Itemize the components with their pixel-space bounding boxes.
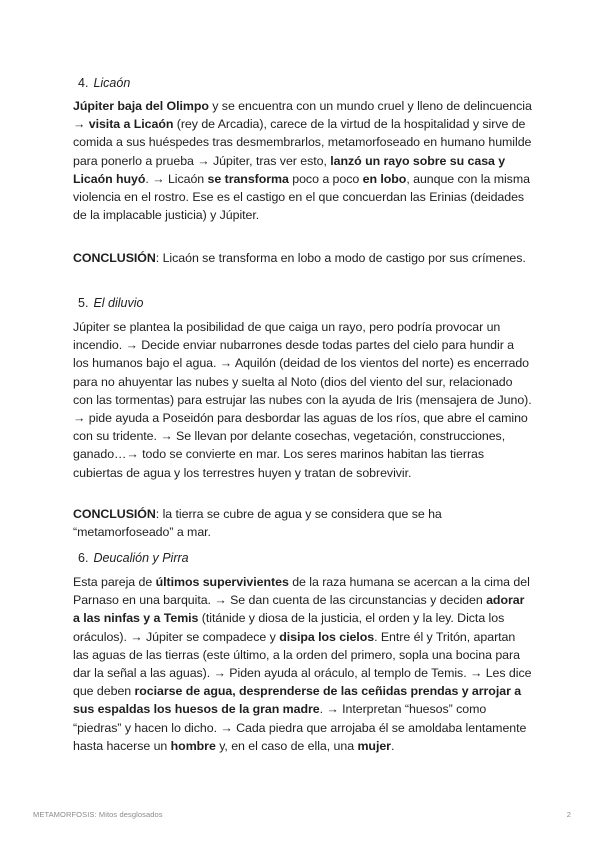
- section-title: Licaón: [93, 76, 131, 90]
- section-number: 4.: [78, 76, 89, 90]
- bold-text-run: últimos supervivientes: [155, 575, 289, 589]
- text-run: (rey de Arcadia), carece de la virtud de la hospitalidad y sirve de comida a sus huéspedes tras desmembrarlos, metamorfoseado en humano humilde para ponerlo a prueba → Júpiter, tras ver esto,: [73, 117, 532, 168]
- paragraph-deucalion-body: [73, 573, 533, 755]
- text-run: y se encuentra con un mundo cruel y lleno de delincuencia →: [73, 99, 532, 132]
- text-run: . → Licaón: [145, 171, 208, 186]
- paragraph-diluvio-conclusion: [73, 505, 533, 541]
- bold-text-run: disipa los cielos: [279, 629, 375, 644]
- text-run: , aunque con la misma violencia en el rostro. Ese es el castigo en el que concuerdan las Erinias (deidades de la implacable justicia) y Júpiter.: [73, 171, 530, 223]
- section-number: 6.: [78, 551, 89, 565]
- paragraph-licaon-body: [73, 97, 533, 224]
- text-run: : la tierra se cubre de agua y se considera que se ha “metamorfoseado” a mar.: [73, 507, 442, 540]
- section-heading-licaon: [78, 75, 130, 91]
- text-run: de la raza humana se acercan a la cima del Parnaso en una barquita. → Se dan cuenta de las circunstancias y deciden: [73, 575, 530, 608]
- footer-page-number: 2: [566, 810, 571, 819]
- paragraph-licaon-conclusion: [73, 249, 533, 267]
- text-run: Júpiter se plantea la posibilidad de que caiga un rayo, pero podría provocar un incendio. → Decide enviar nubarrones desde todas partes del cielo para hundir a los humanos bajo el agua. → Aquilón (deidad de los vientos del norte) es encerrado para no ahuyentar las nubes y suelta al Noto (dios del viento del sur, relacionado con las tormentas) para estrujar las nubes con la ayuda de Iris (mensajera de Juno). → pide ayuda a Poseidón para desbordar las aguas de los ríos, que abre el camino con su tridente. → Se llevan por delante cosechas, vegetación, construcciones, ganado…→ todo se convierte en mar. Los seres marinos habitan las tierras cubiertas de agua y los terrestres huyen y tratan de sobrevivir.: [73, 320, 532, 480]
- text-run: (titánide y diosa de la justicia, el orden y la ley. Dicta los oráculos). → Júpiter se compadece y: [73, 611, 505, 644]
- bold-text-run: en lobo: [362, 171, 407, 186]
- bold-text-run: CONCLUSIÓN: [73, 507, 156, 521]
- text-run: : Licaón se transforma en lobo a modo de castigo por sus crímenes.: [155, 251, 526, 265]
- section-title: Deucalión y Pirra: [93, 551, 189, 565]
- bold-text-run: visita a Licaón: [88, 117, 174, 132]
- text-run: y, en el caso de ella, una: [215, 738, 358, 753]
- bold-text-run: Júpiter baja del Olimpo: [73, 99, 209, 113]
- bold-text-run: adorar a las ninfas y a Temis: [73, 593, 525, 626]
- text-run: . → Interpretan “huesos” como “piedras” y hacen lo dicho. → Cada piedra que arrojaba él se amoldaba lentamente hasta hacerse un: [73, 702, 527, 753]
- bold-text-run: hombre: [170, 738, 216, 753]
- paragraph-diluvio-body: [73, 318, 533, 482]
- bold-text-run: se transforma: [207, 171, 289, 186]
- bold-text-run: rociarse de agua, desprenderse de las ceñidas prendas y arrojar a sus espaldas los huesos de la gran madre: [73, 684, 522, 717]
- section-heading-deucalion: [78, 550, 189, 566]
- text-run: Esta pareja de: [73, 575, 156, 589]
- bold-text-run: mujer: [357, 738, 391, 753]
- section-number: 5.: [78, 296, 89, 310]
- bold-text-run: lanzó un rayo sobre su casa y Licaón huyó: [73, 153, 506, 186]
- text-run: poco a poco: [288, 171, 363, 186]
- text-run: .: [390, 738, 395, 753]
- text-run: . Entre él y Tritón, apartan las aguas de las tierras (este último, a la orden del primero, sopla una bocina para dar la señal a las aguas). → Piden ayuda al oráculo, al templo de Temis. → Les dice que deben: [73, 629, 532, 699]
- section-heading-diluvio: [78, 295, 143, 311]
- bold-text-run: CONCLUSIÓN: [73, 251, 156, 265]
- footer-document-title: METAMORFOSIS: Mitos desglosados: [33, 810, 163, 819]
- section-title: El diluvio: [93, 296, 144, 310]
